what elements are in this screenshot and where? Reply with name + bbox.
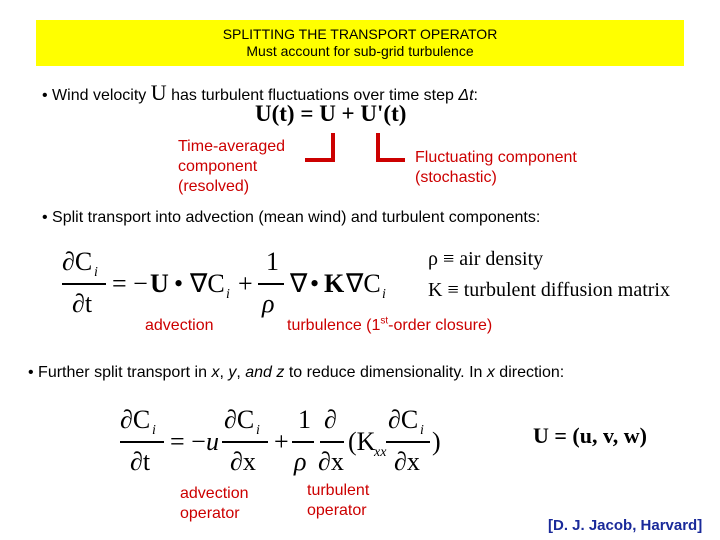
label-time-averaged-line3: (resolved) (178, 178, 250, 195)
bullet1-prefix: • Wind velocity (42, 87, 151, 104)
pointer-fluctuating (378, 133, 405, 160)
bullet3-x: x (211, 364, 220, 381)
svg-text:+: + (238, 269, 253, 298)
equation-wind-vector (533, 423, 647, 449)
bullet2-text: • Split transport into advection (mean wind) and turbulent components: (42, 209, 541, 226)
svg-text:): ) (432, 427, 441, 456)
svg-text:∇C: ∇C (346, 269, 381, 298)
svg-text:i: i (420, 423, 424, 438)
svg-text:1: 1 (298, 405, 311, 434)
svg-text:i: i (226, 287, 230, 302)
definition-rho-text: ρ ≡ air density (428, 248, 544, 270)
label-advection-text: advection (145, 317, 214, 334)
svg-text:i: i (256, 423, 260, 438)
svg-text:xx: xx (374, 445, 387, 460)
svg-text:∇: ∇ (290, 269, 308, 298)
bullet3-part-e: direction: (494, 364, 565, 381)
svg-text:= −: = − (112, 269, 148, 298)
equation-x-direction (118, 398, 448, 478)
svg-text:∇C: ∇C (190, 269, 225, 298)
bullet3-y: y (228, 364, 237, 381)
label-turbulent-operator-line2: operator (307, 502, 367, 519)
svg-text:ρ: ρ (262, 289, 275, 318)
svg-text:∂t: ∂t (72, 289, 93, 318)
svg-text:∂: ∂ (324, 405, 337, 434)
definition-k (428, 279, 670, 302)
svg-text:U: U (150, 269, 169, 298)
bullet1-suffix: has turbulent fluctuations over time step (166, 87, 459, 104)
svg-text:•: • (310, 269, 320, 298)
definition-rho (428, 248, 543, 271)
svg-text:∂C: ∂C (388, 405, 419, 434)
bullet3-and-z: and z (245, 364, 285, 381)
pointer-time-averaged (305, 133, 333, 160)
bullet3-x2: x (486, 364, 495, 381)
svg-text:= −: = − (170, 427, 206, 456)
label-fluctuating-line1: Fluctuating component (415, 149, 577, 166)
svg-text:∂C: ∂C (120, 405, 151, 434)
svg-text:u: u (206, 427, 219, 456)
svg-text:K: K (324, 269, 345, 298)
svg-text:+: + (274, 427, 289, 456)
equation-transport (60, 240, 400, 320)
svg-text:ρ: ρ (294, 447, 307, 476)
svg-text:i: i (152, 423, 156, 438)
bullet1-colon: : (473, 87, 478, 104)
velocity-symbol: U (150, 80, 167, 105)
bullet3-part-c: , (236, 364, 246, 381)
label-advection (145, 316, 214, 336)
label-turbulence-superscript: st (380, 315, 389, 327)
label-fluctuating-line2: (stochastic) (415, 169, 497, 186)
bullet3-part-a: • Further split transport in (28, 364, 212, 381)
label-turbulent-operator-line1: turbulent (307, 482, 370, 499)
label-time-averaged-line1: Time-averaged (178, 138, 286, 155)
label-time-averaged-line2: component (178, 158, 258, 175)
svg-text:1: 1 (266, 247, 279, 276)
bullet-further-split (28, 364, 564, 382)
label-turbulence-part2: -order closure) (388, 317, 493, 334)
equation-wind-vector-text: U = (u, v, w) (533, 423, 647, 448)
svg-text:•: • (174, 269, 184, 298)
citation-text: [D. J. Jacob, Harvard] (548, 517, 703, 534)
label-advection-operator-line2: operator (180, 505, 240, 522)
label-advection-operator (180, 484, 249, 524)
svg-text:∂x: ∂x (318, 447, 344, 476)
citation (548, 517, 702, 534)
label-turbulence (287, 316, 492, 336)
label-fluctuating (415, 148, 577, 188)
label-turbulence-part1: turbulence (1 (287, 317, 381, 334)
svg-text:∂C: ∂C (224, 405, 255, 434)
definition-k-text: K ≡ turbulent diffusion matrix (428, 279, 670, 301)
label-turbulent-operator (307, 481, 369, 521)
slide-subtitle: Must account for sub-grid turbulence (246, 43, 474, 59)
bullet3-part-b: , (219, 364, 229, 381)
svg-text:(K: (K (348, 427, 376, 456)
svg-text:i: i (94, 265, 98, 280)
slide-title: SPLITTING THE TRANSPORT OPERATOR (222, 26, 498, 42)
bullet3-part-d: to reduce dimensionality. In (284, 364, 487, 381)
label-time-averaged (178, 137, 285, 197)
delta-t: Δt (458, 87, 474, 104)
svg-text:i: i (382, 287, 386, 302)
svg-text:∂C: ∂C (62, 247, 93, 276)
svg-text:∂x: ∂x (230, 447, 256, 476)
bullet-split-transport (42, 209, 540, 227)
equation-velocity-text: U(t) = U + U'(t) (255, 101, 407, 126)
label-advection-operator-line1: advection (180, 485, 249, 502)
svg-text:∂x: ∂x (394, 447, 420, 476)
svg-text:∂t: ∂t (130, 447, 151, 476)
